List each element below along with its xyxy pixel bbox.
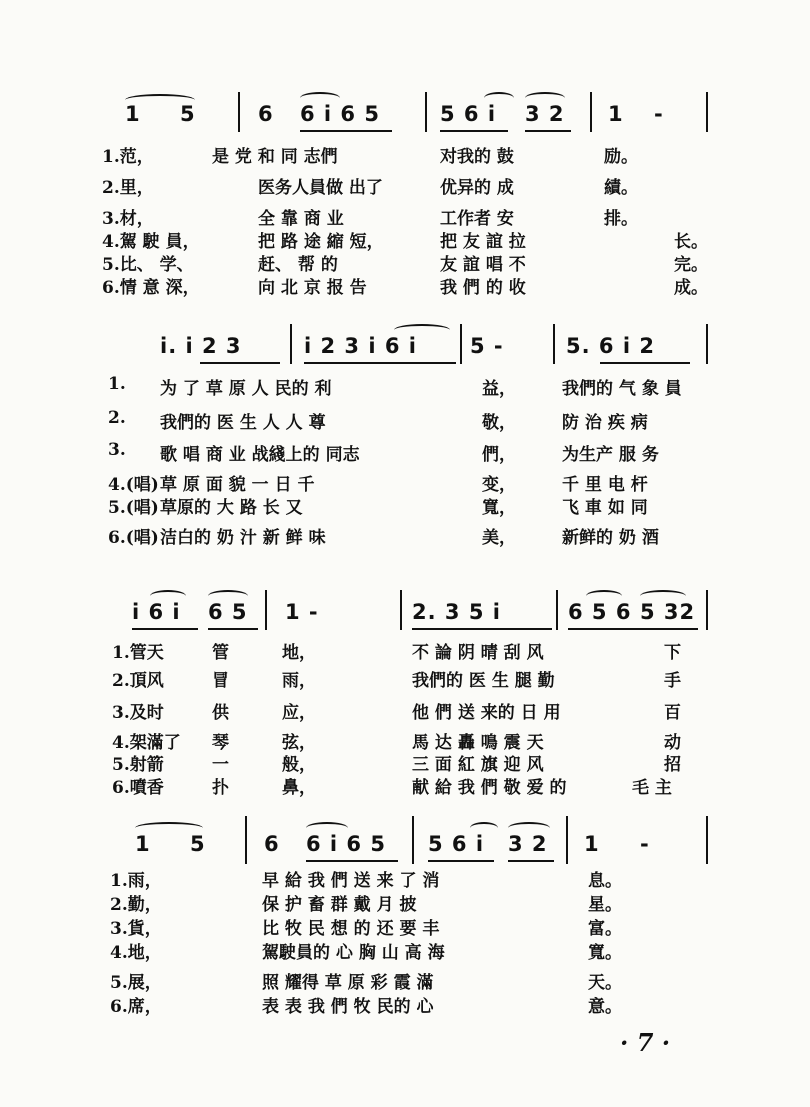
slur bbox=[394, 324, 450, 336]
lyric: 向 北 京 报 告 bbox=[258, 278, 367, 298]
lyric: 励。 bbox=[604, 147, 638, 167]
notation-row bbox=[0, 600, 810, 640]
lyric: 富。 bbox=[588, 919, 622, 939]
note: - bbox=[640, 832, 650, 856]
lyric: 是 党 和 同 志們 bbox=[212, 147, 338, 167]
note-group: 3 2 bbox=[508, 832, 548, 856]
barline bbox=[706, 324, 708, 364]
lyric: 应， bbox=[282, 703, 316, 723]
lyric: 保 护 畜 群 戴 月 披 bbox=[262, 895, 417, 915]
lyric: 全 靠 商 业 bbox=[258, 209, 344, 229]
lyric: 防 治 疾 病 bbox=[562, 413, 648, 433]
beam bbox=[428, 860, 494, 862]
note-group: 5 6 i bbox=[428, 832, 485, 856]
lyric: 美， bbox=[482, 528, 516, 548]
slur bbox=[586, 590, 622, 602]
lyric: 1.范， bbox=[102, 147, 154, 167]
lyric: 寬。 bbox=[588, 943, 622, 963]
beam bbox=[600, 362, 690, 364]
lyric: 天。 bbox=[588, 973, 622, 993]
lyric: 对我的 鼓 bbox=[440, 147, 514, 167]
lyric: 琴 bbox=[212, 733, 229, 753]
lyric: 息。 bbox=[588, 871, 622, 891]
note: 1 bbox=[135, 832, 151, 856]
lyric: 般， bbox=[282, 755, 316, 775]
barline bbox=[290, 324, 292, 364]
lyric: 冒 bbox=[212, 671, 229, 691]
note-group: 6 5 bbox=[208, 600, 248, 624]
note-group: i. i 2 3 bbox=[160, 334, 242, 358]
note-group: i 6 i bbox=[132, 600, 181, 624]
lyric: 們， bbox=[482, 445, 516, 465]
lyric: 把 路 途 縮 短， bbox=[258, 232, 384, 252]
lyric: 排。 bbox=[604, 209, 638, 229]
lyric: 4.(唱) bbox=[108, 475, 159, 495]
lyric: 扑 bbox=[212, 778, 229, 798]
lyric: 績。 bbox=[604, 178, 638, 198]
lyric: 毛 主 bbox=[632, 778, 672, 798]
barline bbox=[706, 816, 708, 864]
note-group: 1 - bbox=[285, 600, 319, 624]
note: 1 bbox=[125, 102, 141, 126]
lyric: 2.勤， bbox=[110, 895, 162, 915]
lyric: 雨， bbox=[282, 671, 316, 691]
slur bbox=[135, 822, 203, 834]
lyric: 5.射箭 bbox=[112, 755, 164, 775]
slur bbox=[484, 92, 514, 104]
lyric: 供 bbox=[212, 703, 229, 723]
beam bbox=[300, 130, 392, 132]
lyric: 敬， bbox=[482, 413, 516, 433]
barline bbox=[460, 324, 462, 364]
beam bbox=[412, 628, 552, 630]
beam bbox=[440, 130, 508, 132]
slur bbox=[125, 94, 195, 106]
lyric: 三 面 紅 旗 迎 风 bbox=[412, 755, 544, 775]
note: 1 bbox=[584, 832, 600, 856]
lyric: 1.雨， bbox=[110, 871, 162, 891]
barline bbox=[245, 816, 247, 864]
lyric: 友 誼 唱 不 bbox=[440, 255, 526, 275]
note: 5 bbox=[190, 832, 206, 856]
lyric: 变， bbox=[482, 475, 516, 495]
lyric: 1. bbox=[108, 374, 126, 394]
note: 6 bbox=[264, 832, 280, 856]
lyric: 百 bbox=[664, 703, 681, 723]
slur bbox=[306, 822, 348, 834]
lyric: 优异的 成 bbox=[440, 178, 514, 198]
note-group: 2. 3 5 i bbox=[412, 600, 501, 624]
lyric: 为 了 草 原 人 民的 利 bbox=[160, 379, 332, 399]
beam bbox=[132, 628, 198, 630]
lyric: 完。 bbox=[674, 255, 708, 275]
lyric: 6.席， bbox=[110, 997, 162, 1017]
lyric: 医务人員做 出了 bbox=[258, 178, 383, 198]
note: - bbox=[654, 102, 664, 126]
beam bbox=[568, 628, 698, 630]
notation-row bbox=[0, 334, 810, 374]
lyric: 献 給 我 們 敬 爱 的 bbox=[412, 778, 567, 798]
lyric: 成。 bbox=[674, 278, 708, 298]
lyric: 我 們 的 收 bbox=[440, 278, 526, 298]
barline bbox=[238, 92, 240, 132]
note: 5 bbox=[180, 102, 196, 126]
barline bbox=[706, 590, 708, 630]
note-group: 5 32 bbox=[640, 600, 696, 624]
note-group: 5 6 i bbox=[440, 102, 497, 126]
barline bbox=[556, 590, 558, 630]
slur bbox=[208, 590, 248, 602]
lyric: 3.材， bbox=[102, 209, 154, 229]
lyric: 千 里 电 杆 bbox=[562, 475, 648, 495]
lyric: 2.頂风 bbox=[112, 671, 164, 691]
lyric: 弦， bbox=[282, 733, 316, 753]
lyric: 益， bbox=[482, 379, 516, 399]
note-group: 5 - bbox=[470, 334, 504, 358]
note: 1 bbox=[608, 102, 624, 126]
lyric: 6.情 意 深， bbox=[102, 278, 200, 298]
lyric: 星。 bbox=[588, 895, 622, 915]
lyric: 草 原 面 貌 一 日 千 bbox=[160, 475, 315, 495]
lyric: 手 bbox=[664, 671, 681, 691]
lyric: 动 bbox=[664, 733, 681, 753]
page-number: · 7 · bbox=[620, 1028, 671, 1057]
beam bbox=[525, 130, 571, 132]
lyric: 意。 bbox=[588, 997, 622, 1017]
slur bbox=[470, 822, 498, 834]
notation-row bbox=[0, 102, 810, 142]
slur bbox=[508, 822, 550, 834]
lyric: 3.及时 bbox=[112, 703, 164, 723]
note-group: 3 2 bbox=[525, 102, 565, 126]
lyric: 草原的 大 路 长 又 bbox=[160, 498, 303, 518]
beam bbox=[200, 362, 280, 364]
lyric: 1.管天 bbox=[112, 643, 164, 663]
beam bbox=[508, 860, 554, 862]
lyric: 2. bbox=[108, 408, 126, 428]
note-group: 6 i 6 5 bbox=[300, 102, 380, 126]
lyric: 我們的 医 生 人 人 尊 bbox=[160, 413, 326, 433]
lyric: 把 友 誼 拉 bbox=[440, 232, 526, 252]
lyric: 6.(唱) bbox=[108, 528, 159, 548]
lyric: 一 bbox=[212, 755, 229, 775]
lyric: 地， bbox=[282, 643, 316, 663]
note-group: i 2 3 i 6 i bbox=[304, 334, 417, 358]
lyric: 表 表 我 們 牧 民的 心 bbox=[262, 997, 434, 1017]
note-group: 6 5 6 bbox=[568, 600, 632, 624]
lyric: 鼻， bbox=[282, 778, 316, 798]
beam bbox=[304, 362, 456, 364]
beam bbox=[306, 860, 398, 862]
lyric: 工作者 安 bbox=[440, 209, 514, 229]
beam bbox=[208, 628, 258, 630]
lyric: 5.展， bbox=[110, 973, 162, 993]
barline bbox=[412, 816, 414, 864]
note-group: 5. 6 i 2 bbox=[566, 334, 655, 358]
lyric: 早 給 我 們 送 来 了 消 bbox=[262, 871, 440, 891]
barline bbox=[400, 590, 402, 630]
note: 6 bbox=[258, 102, 274, 126]
lyric: 飞 車 如 同 bbox=[562, 498, 648, 518]
lyric: 我們的 气 象 員 bbox=[562, 379, 682, 399]
lyric: 照 耀得 草 原 彩 霞 滿 bbox=[262, 973, 434, 993]
slur bbox=[640, 590, 686, 602]
lyric: 5.比、 学、 bbox=[102, 255, 194, 275]
lyric: 为生产 服 务 bbox=[562, 445, 659, 465]
lyric: 4.駕 駛 員， bbox=[102, 232, 200, 252]
lyric: 招 bbox=[664, 755, 681, 775]
lyric: 4.地， bbox=[110, 943, 162, 963]
lyric: 比 牧 民 想 的 还 要 丰 bbox=[262, 919, 440, 939]
lyric: 管 bbox=[212, 643, 229, 663]
slur bbox=[300, 92, 340, 104]
lyric: 駕駛員的 心 胸 山 高 海 bbox=[262, 943, 445, 963]
lyric: 歌 唱 商 业 战綫上的 同志 bbox=[160, 445, 360, 465]
lyric: 新鲜的 奶 酒 bbox=[562, 528, 659, 548]
barline bbox=[706, 92, 708, 132]
lyric: 我們的 医 生 腿 勤 bbox=[412, 671, 555, 691]
lyric: 长。 bbox=[674, 232, 708, 252]
lyric: 馬 达 轟 鳴 震 天 bbox=[412, 733, 544, 753]
slur bbox=[525, 92, 565, 104]
barline bbox=[265, 590, 267, 630]
lyric: 洁白的 奶 汁 新 鲜 味 bbox=[160, 528, 326, 548]
barline bbox=[590, 92, 592, 132]
lyric: 寬， bbox=[482, 498, 516, 518]
lyric: 3. bbox=[108, 440, 126, 460]
lyric: 下 bbox=[664, 643, 681, 663]
lyric: 不 論 阴 晴 刮 风 bbox=[412, 643, 544, 663]
lyric: 6.噴香 bbox=[112, 778, 164, 798]
note-group: 6 i 6 5 bbox=[306, 832, 386, 856]
lyric: 5.(唱) bbox=[108, 498, 159, 518]
lyric: 他 們 送 来的 日 用 bbox=[412, 703, 561, 723]
lyric: 3.貨， bbox=[110, 919, 162, 939]
lyric: 4.架滿了 bbox=[112, 733, 181, 753]
barline bbox=[425, 92, 427, 132]
barline bbox=[553, 324, 555, 364]
lyric: 2.里， bbox=[102, 178, 154, 198]
barline bbox=[566, 816, 568, 864]
lyric: 赶、 帮 的 bbox=[258, 255, 338, 275]
slur bbox=[150, 590, 186, 602]
